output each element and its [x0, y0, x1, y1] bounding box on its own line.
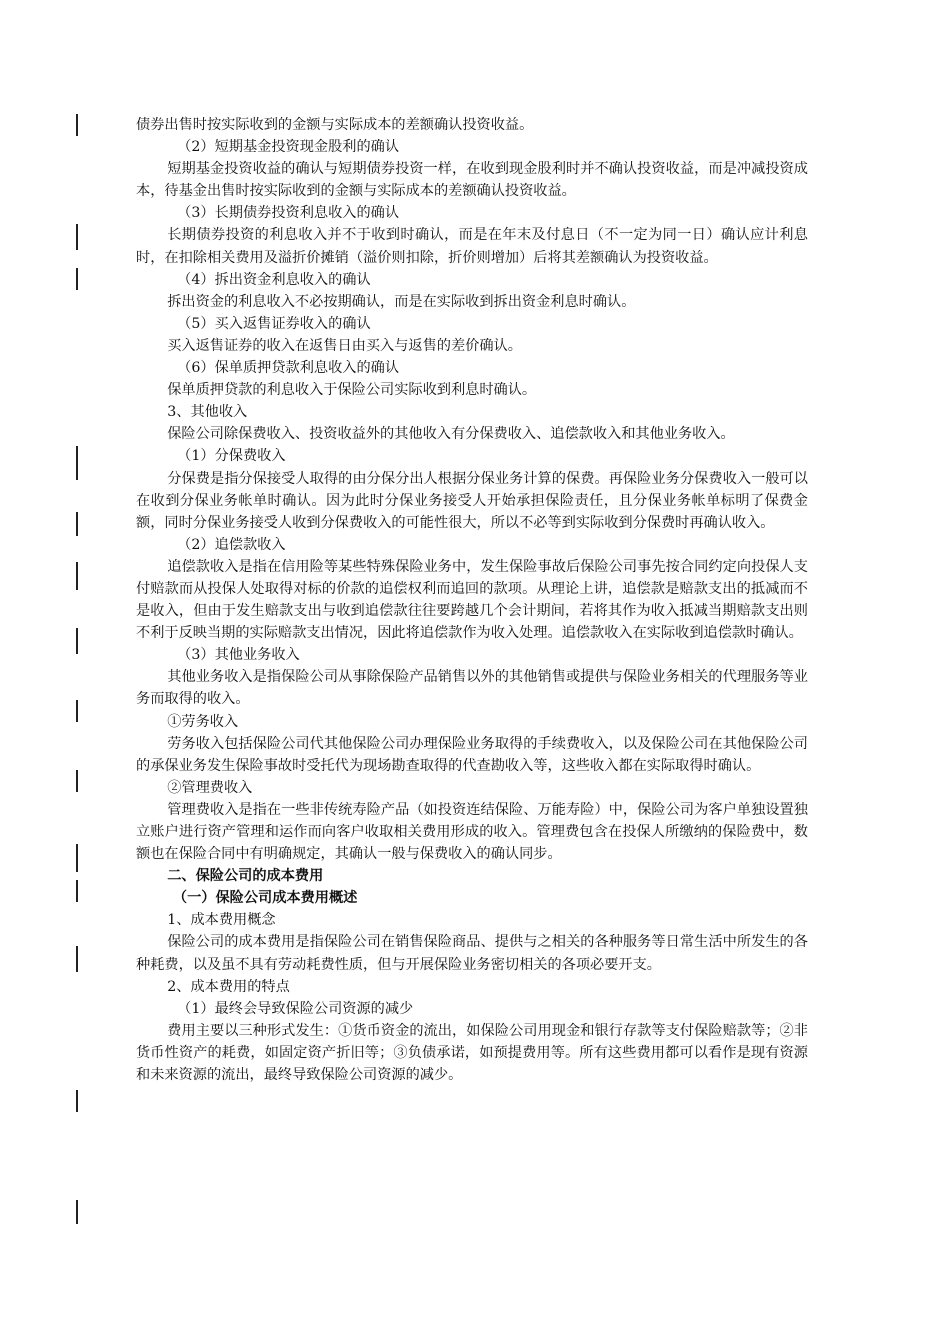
revision-bar [76, 700, 78, 722]
subsection-heading: （1）分保费收入 [177, 448, 286, 465]
revision-bar [76, 628, 78, 654]
paragraph: 2、成本费用的特点 [167, 978, 290, 995]
subsection-heading: （3）其他业务收入 [177, 647, 300, 664]
revision-bar [76, 562, 78, 590]
revision-bar [76, 446, 78, 480]
section-heading: （一）保险公司成本费用概述 [172, 890, 358, 907]
paragraph: 保单质押贷款的利息收入于保险公司实际收到利息时确认。 [167, 382, 537, 399]
paragraph: 劳务收入包括保险公司代其他保险公司办理保险业务取得的手续费收入，以及保险公司在其他保险公司的承保业务发生保险事故时受托代为现场勘查取得的代查勘收入等，这些收入都在实际取得时确认。 [136, 735, 808, 774]
subsection-heading: （3）长期债券投资利息收入的确认 [177, 205, 400, 222]
paragraph: 管理费收入是指在一些非传统寿险产品（如投资连结保险、万能寿险）中，保险公司为客户单独设置独立账户进行资产管理和运作而向客户收取相关费用形成的收入。管理费包含在投保人所缴纳的保险费中，数额也在保险合同中有明确规定，其确认一般与保费收入的确认同步。 [136, 801, 808, 863]
section-heading: 二、保险公司的成本费用 [167, 868, 324, 885]
revision-bar [76, 1090, 78, 1112]
paragraph: 拆出资金的利息收入不必按期确认，而是在实际收到拆出资金利息时确认。 [167, 293, 636, 310]
paragraph: 保险公司的成本费用是指保险公司在销售保险商品、提供与之相关的各种服务等日常生活中所发生的各种耗费，以及虽不具有劳动耗费性质，但与开展保险业务密切相关的各项必要开支。 [136, 934, 808, 973]
paragraph: 债券出售时按实际收到的金额与实际成本的差额确认投资收益。 [136, 117, 534, 133]
paragraph: 分保费是指分保接受人取得的由分保分出人根据分保业务计算的保费。再保险业务分保费收入一般可以在收到分保业务帐单时确认。因为此时分保业务接受人开始承担保险责任，且分保业务帐单标明了保费金额，同时分保业务接受人收到分保费收入的可能性很大，所以不必等到实际收到分保费时再确认收入。 [136, 470, 808, 531]
revision-bar [76, 268, 78, 290]
paragraph: 其他业务收入是指保险公司从事除保险产品销售以外的其他销售或提供与保险业务相关的代理服务等业务而取得的收入。 [136, 669, 808, 708]
subsection-heading: （2）追偿款收入 [177, 536, 286, 553]
subsection-heading: （4）拆出资金利息收入的确认 [177, 271, 371, 288]
paragraph: 费用主要以三种形式发生：①货币资金的流出，如保险公司用现金和银行存款等支付保险赔款等；②非货币性资产的耗费，如固定资产折旧等；③负债承诺，如预提费用等。所有这些费用都可以看作是现有资源和未来资源的流出，最终导致保险公司资源的减少。 [136, 1022, 808, 1084]
paragraph: ②管理费收入 [167, 779, 253, 796]
document-body [136, 114, 808, 1086]
paragraph: ①劳务收入 [167, 713, 239, 730]
subsection-heading: （6）保单质押贷款利息收入的确认 [177, 360, 400, 377]
revision-bar [76, 114, 78, 136]
revision-bar [76, 1200, 78, 1224]
paragraph: 3、其他收入 [167, 404, 248, 421]
revision-bar [76, 946, 78, 972]
revision-bar [76, 512, 78, 536]
paragraph: 保险公司除保费收入、投资收益外的其他收入有分保费收入、追偿款收入和其他业务收入。 [167, 426, 735, 443]
revision-bar [76, 844, 78, 872]
paragraph: 买入返售证券的收入在返售日由买入与返售的差价确认。 [167, 337, 522, 354]
revision-bar [76, 880, 78, 902]
revision-bar [76, 770, 78, 792]
paragraph: 追偿款收入是指在信用险等某些特殊保险业务中，发生保险事故后保险公司事先按合同约定向投保人支付赔款而从投保人处取得对标的价款的追偿权利而追回的款项。从理论上讲，追偿款是赔款支出的抵减而不是收入，但由于发生赔款支出与收到追偿款往往要跨越几个会计期间，若将其作为收入抵减当期赔款支出则不利于反映当期的实际赔款支出情况，因此将追偿款作为收入处理。追偿款收入在实际收到追偿款时确认。 [136, 558, 808, 642]
subsection-heading: （5）买入返售证券收入的确认 [177, 315, 371, 332]
subsection-heading: （1）最终会导致保险公司资源的减少 [177, 1000, 414, 1017]
paragraph: 1、成本费用概念 [167, 912, 276, 929]
subsection-heading: （2）短期基金投资现金股利的确认 [177, 139, 400, 156]
revision-bar [76, 224, 78, 250]
paragraph: 短期基金投资收益的确认与短期债券投资一样，在收到现金股利时并不确认投资收益，而是冲减投资成本，待基金出售时按实际收到的金额与实际成本的差额确认投资收益。 [136, 161, 808, 200]
paragraph: 长期债券投资的利息收入并不于收到时确认，而是在年末及付息日（不一定为同一日）确认应计利息时，在扣除相关费用及溢折价摊销（溢价则扣除，折价则增加）后将其差额确认为投资收益。 [136, 227, 808, 266]
